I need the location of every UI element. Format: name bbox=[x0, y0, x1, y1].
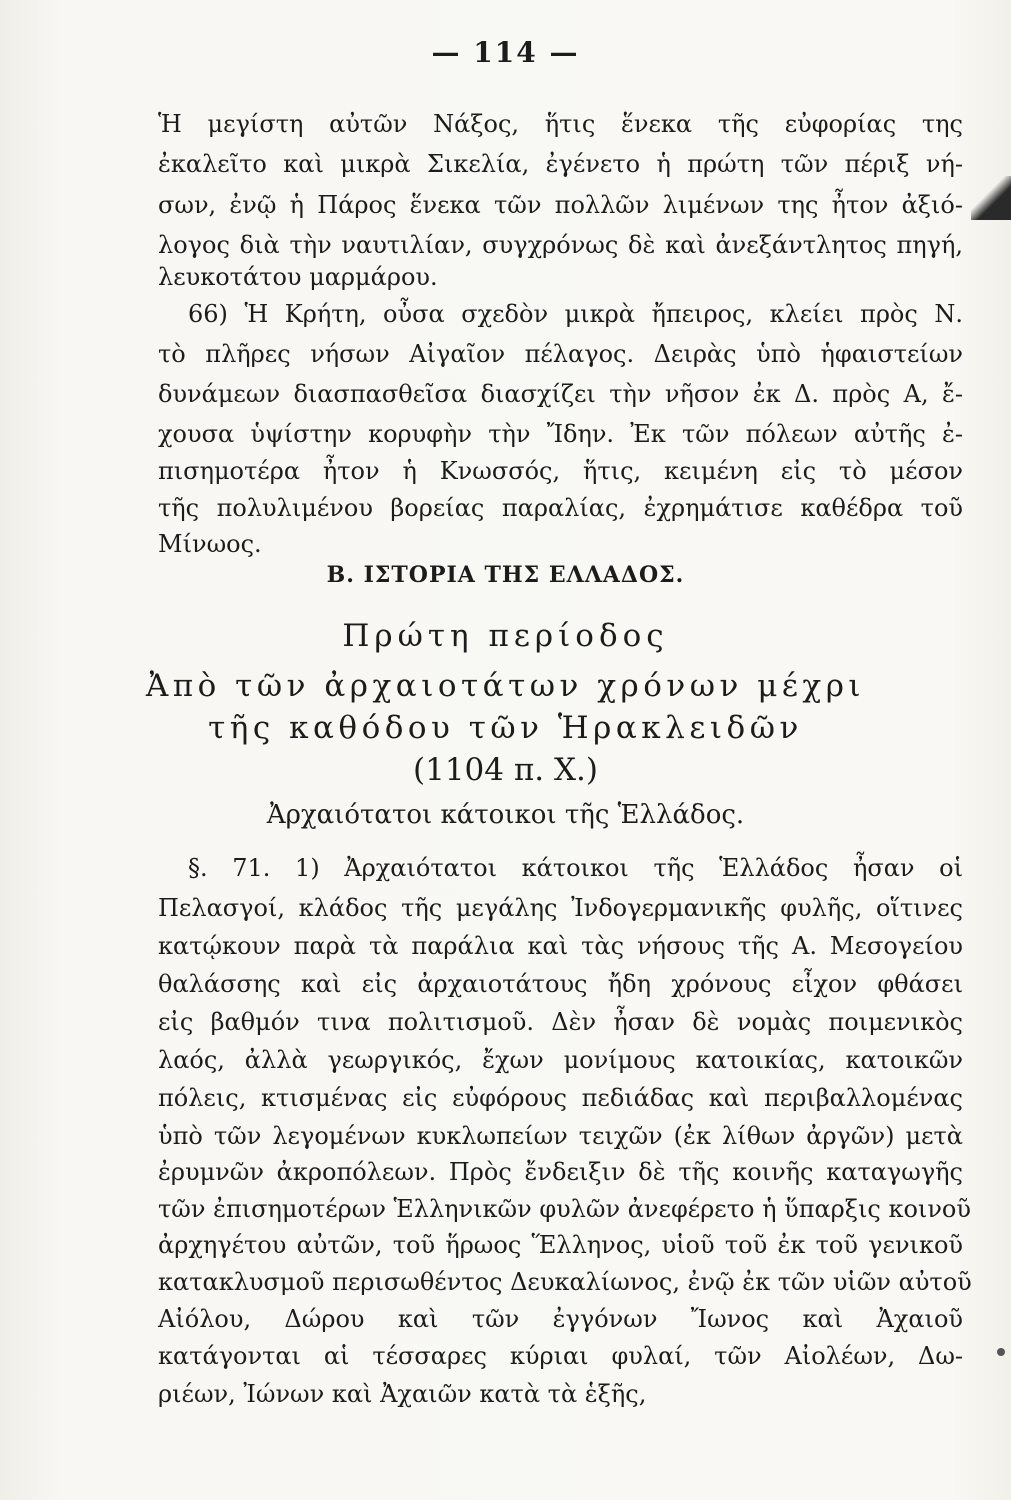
period-title: Πρώτη περίοδος bbox=[342, 618, 669, 654]
page-number: — 114 — bbox=[431, 36, 580, 69]
text-line: δυνάμεων διασπασθεῖσα διασχίζει τὴν νῆσον ἐκ Δ. πρὸς Α, ἔ- bbox=[158, 380, 963, 408]
text-line: κατακλυσμοῦ περισωθέντος Δευκαλίωνος, ἐνῷ ἐκ τῶν υἱῶν αὐτοῦ bbox=[158, 1268, 972, 1296]
section-heading: Β. ΙΣΤΟΡΙΑ ΤΗΣ ΕΛΛΑΔΟΣ. bbox=[326, 562, 685, 588]
text-line: πόλεις, κτισμένας εἰς εὐφόρους πεδιάδας καὶ περιβαλλομένας bbox=[158, 1084, 963, 1112]
text-line: Αἰόλου, Δώρου καὶ τῶν ἐγγόνων Ἴωνος καὶ Ἀχαιοῦ bbox=[158, 1305, 963, 1333]
text-line: πισημοτέρα ἦτον ἡ Κνωσσός, ἥτις, κειμένη εἰς τὸ μέσον bbox=[158, 457, 963, 485]
text-line: λευκοτάτου μαρμάρου. bbox=[158, 263, 438, 291]
text-line: ὑπὸ τῶν λεγομένων κυκλωπείων τειχῶν (ἐκ λίθων ἀργῶν) μετὰ bbox=[158, 1122, 963, 1150]
ink-spot bbox=[997, 1348, 1005, 1356]
text-line: ριέων, Ἰώνων καὶ Ἀχαιῶν κατὰ τὰ ἑξῆς, bbox=[158, 1380, 647, 1408]
subsection-title: Ἀρχαιότατοι κάτοικοι τῆς Ἑλλάδος. bbox=[266, 800, 745, 830]
text-line: τῶν ἐπισημοτέρων Ἑλληνικῶν φυλῶν ἀνεφέρετο ἡ ὕπαρξις κοινοῦ bbox=[158, 1195, 971, 1223]
text-line: §. 71. 1) Ἀρχαιότατοι κάτοικοι τῆς Ἑλλάδος ἦσαν οἱ bbox=[188, 854, 963, 882]
text-line: Μίνωος. bbox=[158, 530, 262, 558]
text-line: τὸ πλῆρες νήσων Αἰγαῖον πέλαγος. Δειρὰς ὑπὸ ἡφαιστείων bbox=[158, 340, 963, 368]
text-line: ἐρυμνῶν ἀκροπόλεων. Πρὸς ἔνδειξιν δὲ τῆς κοινῆς καταγωγῆς bbox=[158, 1158, 963, 1186]
text-line: ἐκαλεῖτο καὶ μικρὰ Σικελία, ἐγένετο ἡ πρώτη τῶν πέριξ νή- bbox=[158, 150, 963, 178]
period-subtitle: τῆς καθόδου τῶν Ἡρακλειδῶν bbox=[208, 710, 803, 746]
text-line: σων, ἐνῷ ἡ Πάρος ἕνεκα τῶν πολλῶν λιμένων της ἦτον ἀξιό- bbox=[158, 191, 963, 219]
text-line: εἰς βαθμόν τινα πολιτισμοῦ. Δὲν ἦσαν δὲ νομὰς ποιμενικὸς bbox=[158, 1008, 963, 1036]
period-date: (1104 π. Χ.) bbox=[413, 752, 598, 788]
text-line: χουσα ὑψίστην κορυφὴν τὴν Ἴδην. Ἐκ τῶν πόλεων αὐτῆς ἐ- bbox=[158, 420, 963, 448]
text-line: 66) Ἡ Κρήτη, οὖσα σχεδὸν μικρὰ ἤπειρος, κλείει πρὸς Ν. bbox=[188, 300, 963, 328]
period-subtitle: Ἀπὸ τῶν ἀρχαιοτάτων χρόνων μέχρι bbox=[145, 668, 866, 704]
text-line: θαλάσσης καὶ εἰς ἀρχαιοτάτους ἤδη χρόνους εἶχον φθάσει bbox=[158, 970, 963, 998]
text-line: λογος διὰ τὴν ναυτιλίαν, συγχρόνως δὲ καὶ ἀνεξάντλητος πηγή, bbox=[158, 231, 963, 259]
text-line: κατῴκουν παρὰ τὰ παράλια καὶ τὰς νήσους τῆς Α. Μεσογείου bbox=[158, 932, 963, 960]
text-line: λαός, ἀλλὰ γεωργικός, ἔχων μονίμους κατοικίας, κατοικῶν bbox=[158, 1046, 963, 1074]
text-line: Πελασγοί, κλάδος τῆς μεγάλης Ἰνδογερμανικῆς φυλῆς, οἵτινες bbox=[158, 894, 963, 922]
text-line: κατάγονται αἱ τέσσαρες κύριαι φυλαί, τῶν Αἰολέων, Δω- bbox=[158, 1342, 963, 1370]
page-edge-mark bbox=[971, 176, 1011, 220]
text-line: ἀρχηγέτου αὐτῶν, τοῦ ἥρωος Ἕλληνος, υἱοῦ τοῦ ἐκ τοῦ γενικοῦ bbox=[158, 1231, 963, 1259]
text-line: τῆς πολυλιμένου βορείας παραλίας, ἐχρημάτισε καθέδρα τοῦ bbox=[158, 494, 963, 522]
text-line: Ἡ μεγίστη αὐτῶν Νάξος, ἥτις ἕνεκα τῆς εὐφορίας της bbox=[158, 110, 963, 138]
